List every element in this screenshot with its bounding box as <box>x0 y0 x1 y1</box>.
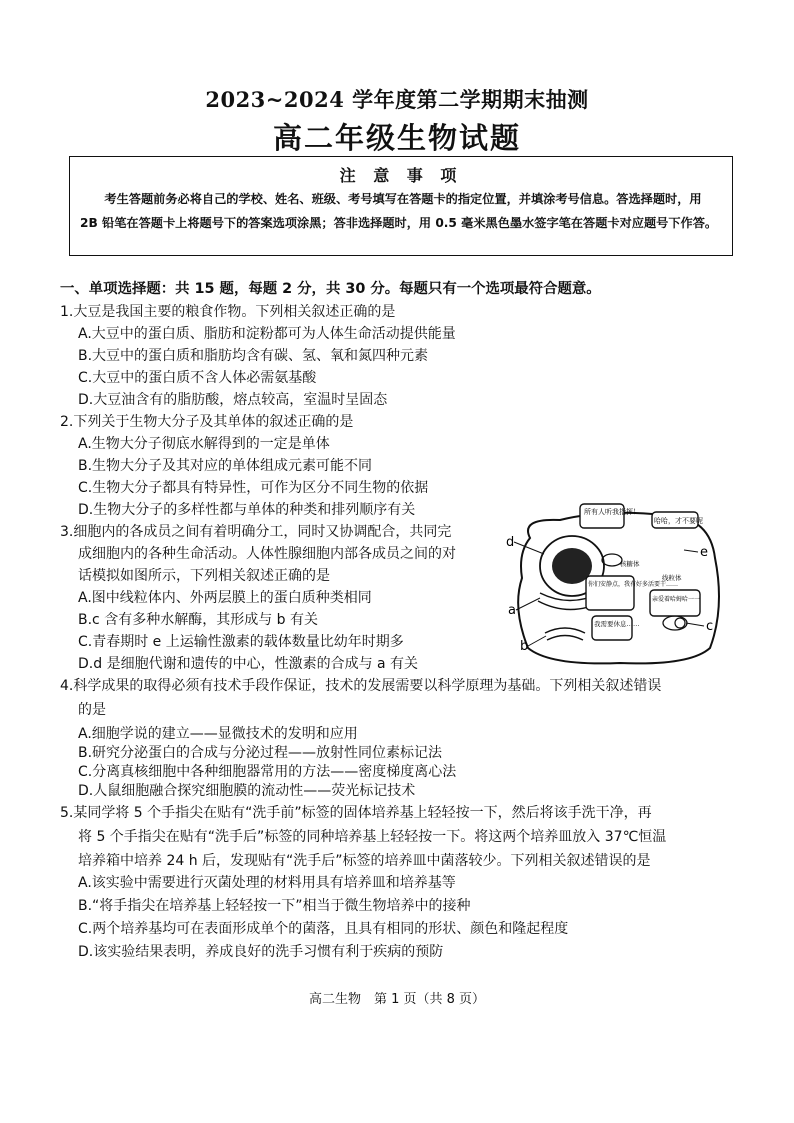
mitochondrion <box>602 554 622 566</box>
question-1-option-a: A.大豆中的蛋白质、脂肪和淀粉都可为人体生命活动提供能量 <box>78 326 456 342</box>
notice-body: 考生答题前务必将自己的学校、姓名、班级、考号填写在答题卡的指定位置，并填涂考号信息。答选择题时，用 2B 铅笔在答题卡上将题号下的答案选项涂黑；答非选择题时，用 0.5 毫米黑色墨水签字笔在答题卡对应题号下作答。 <box>80 192 718 230</box>
question-2-stem: 2.下列关于生物大分子及其单体的叙述正确的是 <box>60 414 354 430</box>
question-4-stem-line-2: 的是 <box>78 702 106 718</box>
question-5-option-d: D.该实验结果表明，养成良好的洗手习惯有利于疾病的预防 <box>78 944 444 960</box>
question-2-option-c: C.生物大分子都具有特异性，可作为区分不同生物的依据 <box>78 480 429 496</box>
bubble-1-text: 所有人听我指挥！ <box>584 508 640 516</box>
bubble-5 <box>650 590 700 616</box>
question-4-option-a: A.细胞学说的建立——显微技术的发明和应用 <box>78 726 358 742</box>
question-3-stem-line-2: 成细胞内的各种生命活动。人体性腺细胞内部各成员之间的对 <box>78 546 456 562</box>
notice-box <box>69 156 733 256</box>
question-4-stem-line-1: 4.科学成果的取得必须有技术手段作保证，技术的发展需要以科学原理为基础。下列相关叙述错误 <box>60 678 662 694</box>
notice-title: 注 意 事 项 <box>339 166 463 185</box>
leader-a <box>516 598 540 610</box>
question-5-option-a: A.该实验中需要进行灭菌处理的材料用具有培养皿和培养基等 <box>78 875 456 891</box>
question-2-option-a: A.生物大分子彻底水解得到的一定是单体 <box>78 436 330 452</box>
exam-term-title: 2023~2024 学年度第二学期期末抽测 <box>205 87 589 112</box>
question-3-option-c: C.青春期时 e 上运输性激素的载体数量比幼年时期多 <box>78 634 404 650</box>
question-5-option-b: B.“将手指尖在培养基上轻轻按一下”相当于微生物培养中的接种 <box>78 898 471 914</box>
question-5-stem-line-1: 5.某同学将 5 个手指尖在贴有“洗手前”标签的固体培养基上轻轻按一下，然后将该手洗干净，再 <box>60 805 652 821</box>
lysosome <box>675 618 685 628</box>
question-4-option-c: C.分离真核细胞中各种细胞器常用的方法——密度梯度离心法 <box>78 764 457 780</box>
bubble-5-text: 亲爱着哈姆哈一一 <box>652 596 701 603</box>
question-3-option-d: D.d 是细胞代谢和遗传的中心，性激素的合成与 a 有关 <box>78 656 419 672</box>
section-heading: 一、单项选择题：共 15 题，每题 2 分，共 30 分。每题只有一个选项最符合题意。 <box>60 281 601 297</box>
question-5-stem-line-3: 培养箱中培养 24 h 后，发现贴有“洗手后”标签的培养皿中菌落较少。下列相关叙述错误的是 <box>78 853 651 869</box>
question-1-stem: 1.大豆是我国主要的粮食作物。下列相关叙述正确的是 <box>60 304 396 320</box>
cell-diagram <box>500 498 730 668</box>
question-3-stem-line-1: 3.细胞内的各成员之间有着明确分工，同时又协调配合，共同完 <box>60 524 452 540</box>
bubble-3-text: 你们安静点，我有好多活要干…… <box>588 581 679 588</box>
cell-dialogue-figure <box>500 498 730 668</box>
question-3-option-a: A.图中线粒体内、外两层膜上的蛋白质种类相同 <box>78 590 372 606</box>
golgi-apparatus-2 <box>547 636 583 641</box>
label-e: e <box>700 545 708 560</box>
question-4-option-d: D.人鼠细胞融合探究细胞膜的流动性——荧光标记技术 <box>78 783 416 799</box>
label-c: c <box>706 619 714 634</box>
question-2-option-d: D.生物大分子的多样性都与单体的种类和排列顺序有关 <box>78 502 416 518</box>
leader-b <box>528 636 546 646</box>
bubble-4-text: 我需要休息…… <box>594 620 640 628</box>
label-d: d <box>506 535 515 550</box>
exam-subject-title: 高二年级生物试题 <box>272 121 521 155</box>
question-4-option-b: B.研究分泌蛋白的合成与分泌过程——放射性同位素标记法 <box>78 745 443 761</box>
question-5-stem-line-2: 将 5 个手指尖在贴有“洗手后”标签的同种培养基上轻轻按一下。将这两个培养皿放入 37℃恒温 <box>78 829 667 845</box>
question-2-option-b: B.生物大分子及其对应的单体组成元素可能不同 <box>78 458 373 474</box>
question-5-option-c: C.两个培养基均可在表面形成单个的菌落，且具有相同的形状、颜色和隆起程度 <box>78 921 569 937</box>
golgi-apparatus <box>545 628 585 633</box>
ribosome-label: 核糖体 <box>620 560 640 568</box>
question-3-option-b: B.c 含有多种水解酶，其形成与 b 有关 <box>78 612 318 628</box>
question-1-option-b: B.大豆中的蛋白质和脂肪均含有碳、氢、氧和氮四种元素 <box>78 348 429 364</box>
mitochondrion-label: 线粒体 <box>662 574 682 582</box>
question-3-stem-line-3: 话模拟如图所示，下列相关叙述正确的是 <box>78 568 330 584</box>
label-a: a <box>508 603 516 618</box>
question-1-option-d: D.大豆油含有的脂肪酸，熔点较高，室温时呈固态 <box>78 392 388 408</box>
page-footer: 高二生物 第 1 页（共 8 页） <box>308 992 486 1007</box>
question-1-option-c: C.大豆中的蛋白质不含人体必需氨基酸 <box>78 370 317 386</box>
leader-e <box>684 550 698 552</box>
leader-c <box>686 623 704 626</box>
bubble-2-text: 哈哈，才不要呢 <box>654 517 703 525</box>
label-b: b <box>520 639 529 654</box>
leader-d <box>514 542 544 554</box>
